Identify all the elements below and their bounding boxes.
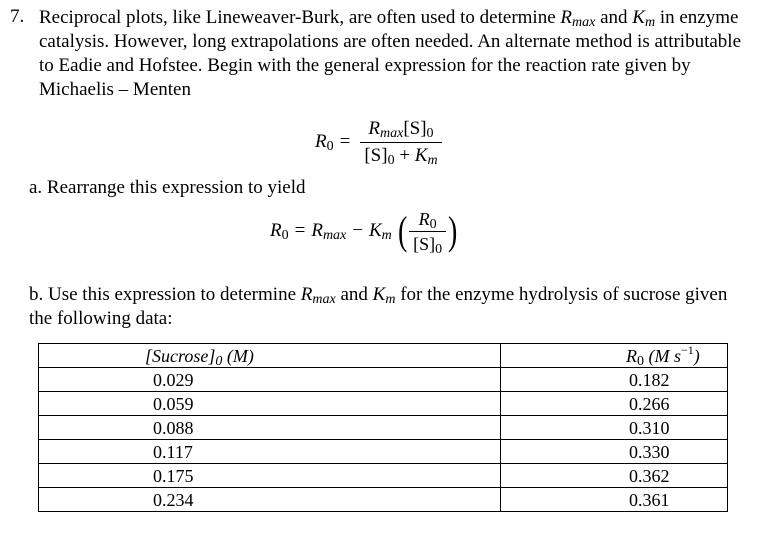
eh-fraction: $\frac{R_0}{[S]_0}$	[409, 209, 446, 254]
table-header-row	[39, 344, 728, 368]
table-row	[39, 416, 728, 440]
cell-sucrose: 0.117	[39, 440, 501, 464]
problem-number: 7.	[10, 6, 25, 27]
cell-sucrose: 0.029	[39, 368, 501, 392]
problem-7	[10, 6, 745, 102]
cell-sucrose: 0.175	[39, 464, 501, 488]
mm-fraction	[360, 118, 441, 167]
part-a-prompt: a. Rearrange this expression to yield	[29, 177, 306, 198]
cell-rate: 0.182	[501, 368, 728, 392]
part-b-prompt: b. Use this expression to determine $R_{max}$ and $K_m$ for the enzyme hydrolysis of sucrose given the following data:	[29, 284, 728, 329]
table-row	[39, 392, 728, 416]
header-sucrose-concentration: $[Sucrose]_0$ (M)	[39, 344, 501, 368]
table-row	[39, 488, 728, 512]
mm-numerator: $R_{max}[S]_0$	[368, 117, 434, 141]
table-row	[39, 440, 728, 464]
header-rate: $R_0$ (M $s^{-1}$)	[501, 344, 728, 368]
cell-rate: 0.361	[501, 488, 728, 512]
michaelis-menten-equation: $R_0$ = $\frac{R_{max}[S]_0}{[S]_0 + K_m}$	[315, 116, 442, 168]
eadie-hofstee-equation: $R_0$ = $R_{max}$ − $K_m$ ( $\frac{R_0}{[S]_0}$ )	[270, 208, 458, 257]
km-symbol: $K_m$	[632, 7, 656, 30]
cell-sucrose: 0.088	[39, 416, 501, 440]
cell-rate: 0.266	[501, 392, 728, 416]
table-row	[39, 464, 728, 488]
cell-sucrose: 0.059	[39, 392, 501, 416]
table-row	[39, 368, 728, 392]
sucrose-rate-table	[38, 343, 728, 512]
rmax-symbol: $R_{max}$	[560, 7, 596, 30]
cell-rate: 0.362	[501, 464, 728, 488]
mm-denominator: $[S]_0 + K_m$	[360, 142, 441, 167]
cell-sucrose: 0.234	[39, 488, 501, 512]
problem-intro: Reciprocal plots, like Lineweaver-Burk, are often used to determine $R_{max}$ and $K_m$ in enzyme catalysis. However, long extrapolations are often needed. An alternate method is attributable to Eadie and Hofstee. Begin with the general expression for the reaction rate given by Michaelis – Menten	[39, 7, 741, 100]
cell-rate: 0.310	[501, 416, 728, 440]
cell-rate: 0.330	[501, 440, 728, 464]
